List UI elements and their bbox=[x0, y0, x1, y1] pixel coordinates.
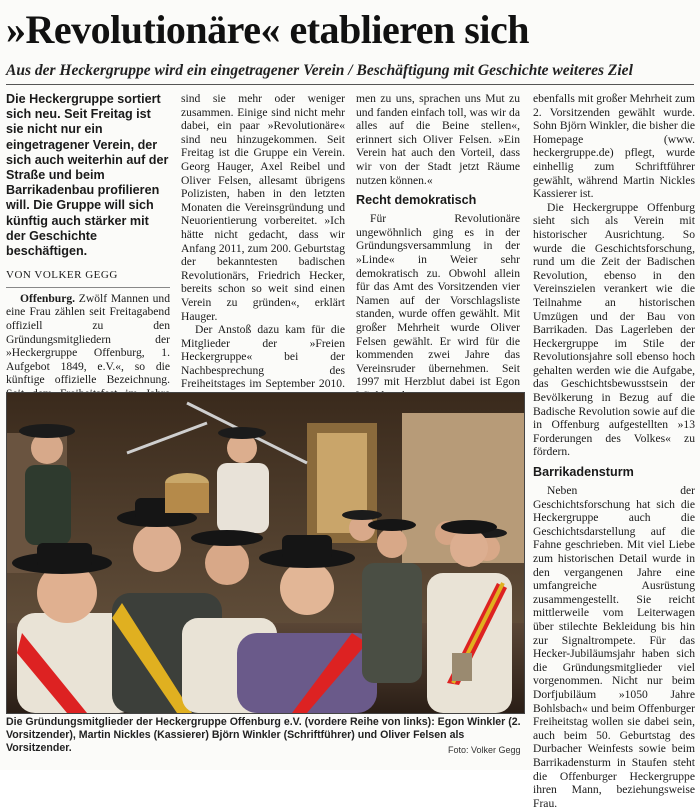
photo-credit: Foto: Volker Gegg bbox=[448, 745, 521, 755]
column-1 bbox=[6, 92, 170, 414]
article-byline: VON VOLKER GEGG bbox=[6, 269, 170, 288]
group-photo-illustration bbox=[7, 393, 524, 713]
article-dateline: Offenburg. bbox=[20, 291, 76, 305]
article-subheadline: Aus der Heckergruppe wird ein eingetragener Verein / Beschäftigung mit Geschichte weiteres Ziel bbox=[6, 62, 633, 79]
group-photo bbox=[6, 392, 525, 714]
column-3 bbox=[356, 92, 520, 402]
photo-caption: Die Gründungsmitglieder der Heckergruppe Offenburg e.V. (vordere Reihe von links): Egon Winkler (2. Vorsitzender), Martin Nickles (Kassierer) Björn Winkler (Schriftführer) und Oliver Felsen als Vorsitzender. bbox=[6, 716, 521, 754]
col2-paragraph-1: sind sie mehr oder weniger zusammen. Einige sind nicht mehr dabei, ein paar »Revolutionäre« sind neu hinzugekommen. Seit Freitag ist die Gruppe ein Verein. Georg Hauger, Axel Reibel und Oliver Felsen, allesamt übrigens Polizisten, haben in den letzten Monaten die Vereinsgründung und Neuorientierung vorbereitet. »Ich hätte nicht gedacht, dass wir Anfang 2011, zum 200. Geburtstag der bekanntesten badischen Revolutionärs, Friedrich Hecker, bereits schon so weit sind einen Verein zu gründen«, erklärt Hauger. bbox=[181, 92, 345, 323]
article-headline: »Revolutionäre« etablieren sich bbox=[6, 7, 529, 52]
col4-paragraph-1: ebenfalls mit großer Mehrheit zum 2. Vorsitzenden gewählt wurde. Sohn Björn Winkler, die bisher die Homepage (www. heckergruppe.de) pflegt, wurde einhellig zum Schriftführer gewählt, während Martin Nickles Kassierer ist. bbox=[533, 92, 695, 201]
column-2 bbox=[181, 92, 345, 405]
col4-paragraph-2: Die Heckergruppe Offenburg sieht sich als Verein mit historischer Ausrichtung. So wurde die Geschichtsforschung, rund um die Zeit der Badischen Revolution, ebenso in den Vereinszielen verankert wie die Teilnahme an historischen Umzügen und der Bau von Barrikaden. Das Lagerleben der Heckergruppe im Stile der Revolutionsjahre soll ebenso hoch gehalten werden wie die Aufgabe, das Geschichtsbewusstsein der Bevölkerung in Bezug auf die Badische Revolution sowie auf die in Offenburg aufgestellten »13 Forderungen des Volkes« zu fördern. bbox=[533, 200, 695, 459]
col4-subheading: Barrikadensturm bbox=[533, 465, 634, 480]
col3-subheading: Recht demokratisch bbox=[356, 193, 477, 208]
article-lead: Die Heckergruppe sortiert sich neu. Seit Freitag ist sie nicht nur ein eingetragener Verein, der sich auch weiterhin auf der Straße und beim Barrikadenbau profilieren will. Die Gruppe will sich künftig auch stärker mit der Geschichte beschäftigen. bbox=[6, 92, 169, 259]
header-divider bbox=[6, 84, 694, 85]
column-4 bbox=[533, 92, 695, 810]
col4-paragraph-3: Neben der Geschichtsforschung hat sich die Heckergruppe auch die Geschichtsdarstellung auf die Fahne geschrieben. Mit viel Liebe zum historischen Detail wurde in den vergangenen Jahre eine umfangreiche Ausrüstung zusammengestellt. Sie reicht mittlerweile vom Leiterwagen über stilechte Bekleidung bis hin zur Signaltrompete. Für das Hecker-Jubiläumsjahr haben sich die Gründungsmitglieder viel vorgenommen. Nicht nur beim Dorfjubiläum »1050 Jahre Bohlsbach« und beim Offenburger Freiheitstag wollen sie dabei sein, auch beim 50. Geburtstag des Durbacher Weinfests sowie beim Barrikadensturm in Staufen steht die Offenburger Heckergruppe ihren Mann, beziehungsweise Frau. bbox=[533, 484, 695, 810]
col2-paragraph-2: Der Anstoß dazu kam für die Mitglieder der »Freien Heckergruppe« bei der Nachbesprechung des Freiheitstages im September 2010. bbox=[181, 323, 345, 391]
col3-paragraph-1: men zu uns, sprachen uns Mut zu und fanden einfach toll, was wir da alles auf die Beine stellen«, erinnert sich Oliver Felsen. »Ein Verein hat auch den Vorteil, dass wir von der Stadt jetzt Räume nutzen können.« bbox=[356, 92, 520, 187]
col1-body: Zwölf Mannen und eine Frau zählen seit Freitagabend offiziell zu den Gründungsmitgliedern der »Heckergruppe Offenburg, 1. Aufgebot 1849, e.V.«, so die künftige offizielle Bezeichnung. bbox=[6, 291, 170, 387]
col3-paragraph-2: Für Revolutionäre ungewöhnlich ging es in der Gründungsversammlung in der »Linde« in Weier sehr demokratisch zu. Obwohl allein für das Amt des Vorsitzenden vier Namen auf der Vorschlagsliste standen, wurde offen gewählt. Mit großer Mehrheit wurde Oliver Felsen gewählt. Er wird für die kommenden zwei Jahre das Vereinsruder übernehmen. Seit 1997 mit Herzblut dabei ist Egon bbox=[356, 212, 520, 389]
